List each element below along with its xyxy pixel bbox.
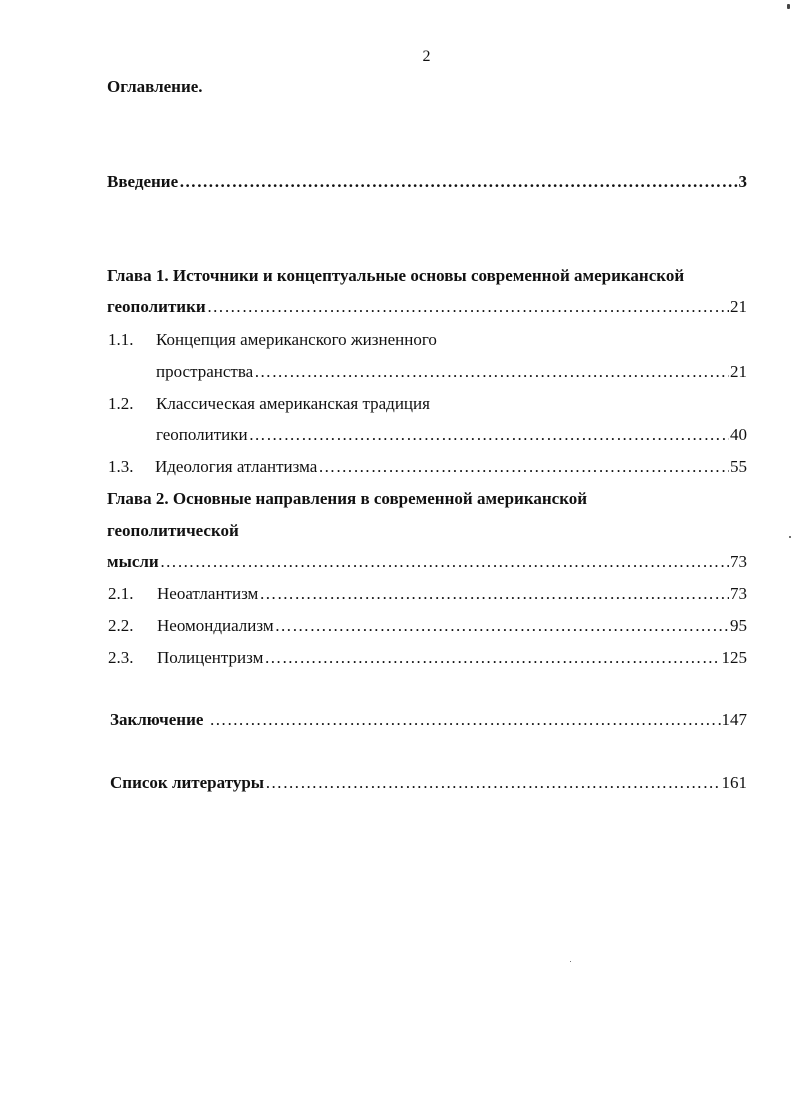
page-number: 2 [422, 48, 431, 65]
toc-entry-page: 161 [721, 773, 747, 792]
scan-speck [789, 536, 791, 538]
dot-leader [254, 362, 729, 382]
dot-leader [160, 552, 729, 572]
toc-entry-section-2-1[interactable] [157, 584, 747, 604]
toc-entry-label: Заключение [110, 710, 204, 729]
toc-entry-label: геополитики [107, 297, 206, 316]
toc-entry-page: 3 [738, 172, 747, 191]
toc-entry-page: 73 [730, 552, 747, 571]
chapter2-title-line1[interactable]: Глава 2. Основные направления в современной американской [107, 489, 588, 508]
section-number: 2.2. [108, 616, 134, 635]
toc-entry-section-1-2[interactable] [156, 425, 747, 445]
dot-leader [249, 425, 729, 445]
toc-entry-page: 55 [730, 457, 747, 476]
chapter1-title-line1[interactable]: Глава 1. Источники и концептуальные основы современной американской [107, 266, 685, 285]
toc-entry-chapter1[interactable] [107, 297, 747, 317]
toc-entry-page: 21 [730, 297, 747, 316]
scan-speck [570, 961, 571, 962]
toc-entry-page: 125 [721, 648, 747, 667]
toc-entry-chapter2[interactable] [107, 552, 747, 572]
chapter2-title-line2[interactable]: геополитической [107, 521, 239, 540]
section-number: 1.1. [108, 330, 134, 349]
section-1-2-title-line1[interactable]: Классическая американская традиция [156, 394, 430, 413]
toc-heading: Оглавление. [107, 77, 203, 96]
dot-leader [318, 457, 729, 477]
toc-entry-intro[interactable] [107, 172, 747, 192]
toc-entry-section-2-3[interactable] [157, 648, 747, 668]
toc-entry-page: 73 [730, 584, 747, 603]
toc-entry-label: Неомондиализм [157, 616, 274, 635]
toc-entry-label: мысли [107, 552, 159, 571]
toc-entry-page: 147 [721, 710, 747, 729]
toc-entry-label: Идеология атлантизма [155, 457, 318, 476]
toc-entry-section-1-1[interactable] [156, 362, 747, 382]
toc-entry-section-2-2[interactable] [157, 616, 747, 636]
toc-entry-section-1-3[interactable] [155, 457, 747, 477]
section-number: 1.2. [108, 394, 134, 413]
dot-leader [179, 172, 737, 192]
dot-leader [207, 297, 729, 317]
dot-leader [264, 648, 720, 668]
toc-entry-label: геополитики [156, 425, 248, 444]
toc-entry-label: пространства [156, 362, 254, 381]
dot-leader [265, 773, 720, 793]
toc-entry-page: 21 [730, 362, 747, 381]
dot-leader [259, 584, 729, 604]
toc-entry-page: 40 [730, 425, 747, 444]
scan-speck [787, 4, 790, 9]
toc-entry-label: Полицентризм [157, 648, 264, 667]
toc-entry-label: Список литературы [110, 773, 265, 792]
dot-leader [209, 710, 720, 730]
section-number: 1.3. [108, 457, 134, 476]
toc-entry-page: 95 [730, 616, 747, 635]
section-number: 2.1. [108, 584, 134, 603]
dot-leader [275, 616, 729, 636]
section-1-1-title-line1[interactable]: Концепция американского жизненного [156, 330, 437, 349]
toc-entry-bibliography[interactable] [110, 773, 747, 793]
toc-entry-conclusion[interactable] [110, 710, 747, 730]
toc-entry-label: Введение [107, 172, 179, 191]
toc-entry-label: Неоатлантизм [157, 584, 259, 603]
section-number: 2.3. [108, 648, 134, 667]
